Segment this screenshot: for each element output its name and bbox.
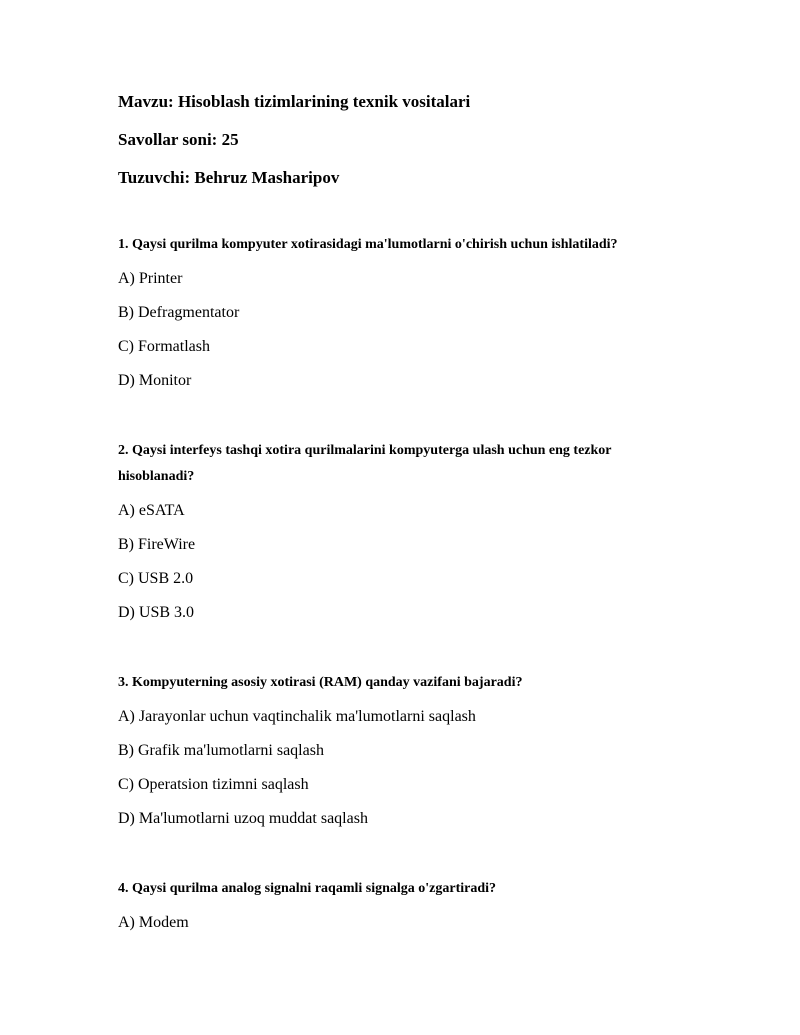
question-block-1 — [118, 232, 683, 394]
answer-option: B) FireWire — [118, 536, 196, 553]
question-count-line: Savollar soni: 25 — [118, 130, 239, 149]
answer-option: D) Ma'lumotlarni uzoq muddat saqlash — [118, 810, 368, 827]
answer-option: C) Operatsion tizimni saqlash — [118, 776, 309, 793]
answer-option: C) Formatlash — [118, 338, 210, 355]
question-text: 3. Kompyuterning asosiy xotirasi (RAM) qanday vazifani bajaradi? — [118, 675, 523, 690]
answer-option: B) Defragmentator — [118, 304, 240, 321]
answer-option: A) Modem — [118, 914, 189, 931]
answer-option: C) USB 2.0 — [118, 570, 194, 587]
question-text: 1. Qaysi qurilma kompyuter xotirasidagi ma'lumotlarni o'chirish uchun ishlatiladi? — [118, 237, 618, 252]
question-block-4 — [118, 876, 683, 936]
answer-option: D) Monitor — [118, 372, 192, 389]
answer-option: A) eSATA — [118, 502, 185, 519]
answer-option: A) Printer — [118, 270, 183, 287]
answer-option: D) USB 3.0 — [118, 604, 195, 621]
question-block-2 — [118, 438, 683, 626]
answer-option: A) Jarayonlar uchun vaqtinchalik ma'lumotlarni saqlash — [118, 708, 476, 725]
question-text: 2. Qaysi interfeys tashqi xotira qurilmalarini kompyuterga ulash uchun eng tezkor hisoblanadi? — [118, 443, 612, 484]
question-text: 4. Qaysi qurilma analog signalni raqamli signalga o'zgartiradi? — [118, 881, 497, 896]
answer-option: B) Grafik ma'lumotlarni saqlash — [118, 742, 324, 759]
doc-header — [118, 92, 683, 188]
author-line: Tuzuvchi: Behruz Masharipov — [118, 168, 340, 187]
topic-line: Mavzu: Hisoblash tizimlarining texnik vositalari — [118, 92, 471, 111]
question-block-3 — [118, 670, 683, 832]
